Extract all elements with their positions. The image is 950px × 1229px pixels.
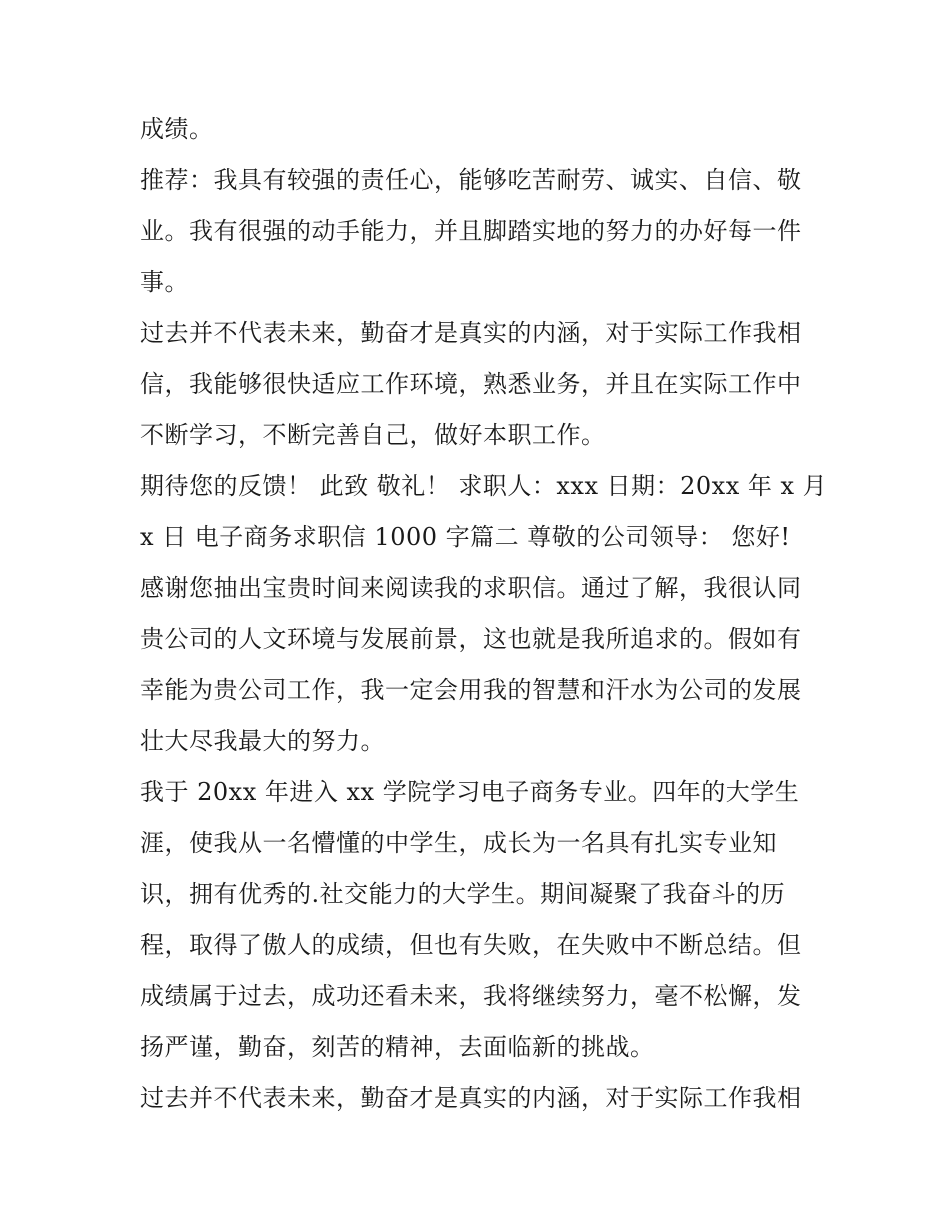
document-body (140, 104, 828, 1124)
text-line: 我于 20xx 年进入 xx 学院学习电子商务专业。四年的大学生 (140, 778, 800, 806)
text-line: 信，我能够很快适应工作环境，熟悉业务，并且在实际工作中 (140, 370, 802, 398)
text-line: 事。 (140, 268, 189, 296)
text-line: 业。我有很强的动手能力，并且脚踏实地的努力的办好每一件 (140, 217, 802, 245)
text-line: 过去并不代表未来，勤奋才是真实的内涵，对于实际工作我相 (140, 1084, 802, 1112)
text-line: 涯，使我从一名懵懂的中学生，成长为一名具有扎实专业知 (140, 829, 777, 857)
text-line: 识，拥有优秀的.社交能力的大学生。期间凝聚了我奋斗的历 (140, 880, 786, 908)
text-line: 壮大尽我最大的努力。 (140, 727, 385, 755)
text-line: 贵公司的人文环境与发展前景，这也就是我所追求的。假如有 (140, 625, 802, 653)
text-line: x 日 电子商务求职信 1000 字篇二 尊敬的公司领导： 您好! (140, 523, 791, 551)
text-line: 程，取得了傲人的成绩，但也有失败，在失败中不断总结。但 (140, 931, 802, 959)
text-line: 扬严谨，勤奋，刻苦的精神，去面临新的挑战。 (140, 1033, 655, 1061)
text-line: 过去并不代表未来，勤奋才是真实的内涵，对于实际工作我相 (140, 319, 802, 347)
text-line: 成绩。 (140, 115, 214, 143)
text-line: 感谢您抽出宝贵时间来阅读我的求职信。通过了解，我很认同 (140, 574, 802, 602)
text-line: 期待您的反馈！ 此致 敬礼！ 求职人：xxx 日期：20xx 年 x 月 (140, 472, 828, 500)
text-line: 幸能为贵公司工作，我一定会用我的智慧和汗水为公司的发展 (140, 676, 802, 704)
text-line: 不断学习，不断完善自己，做好本职工作。 (140, 421, 606, 449)
text-line: 成绩属于过去，成功还看未来，我将继续努力，毫不松懈，发 (140, 982, 802, 1010)
text-line: 推荐：我具有较强的责任心，能够吃苦耐劳、诚实、自信、敬 (140, 166, 802, 194)
